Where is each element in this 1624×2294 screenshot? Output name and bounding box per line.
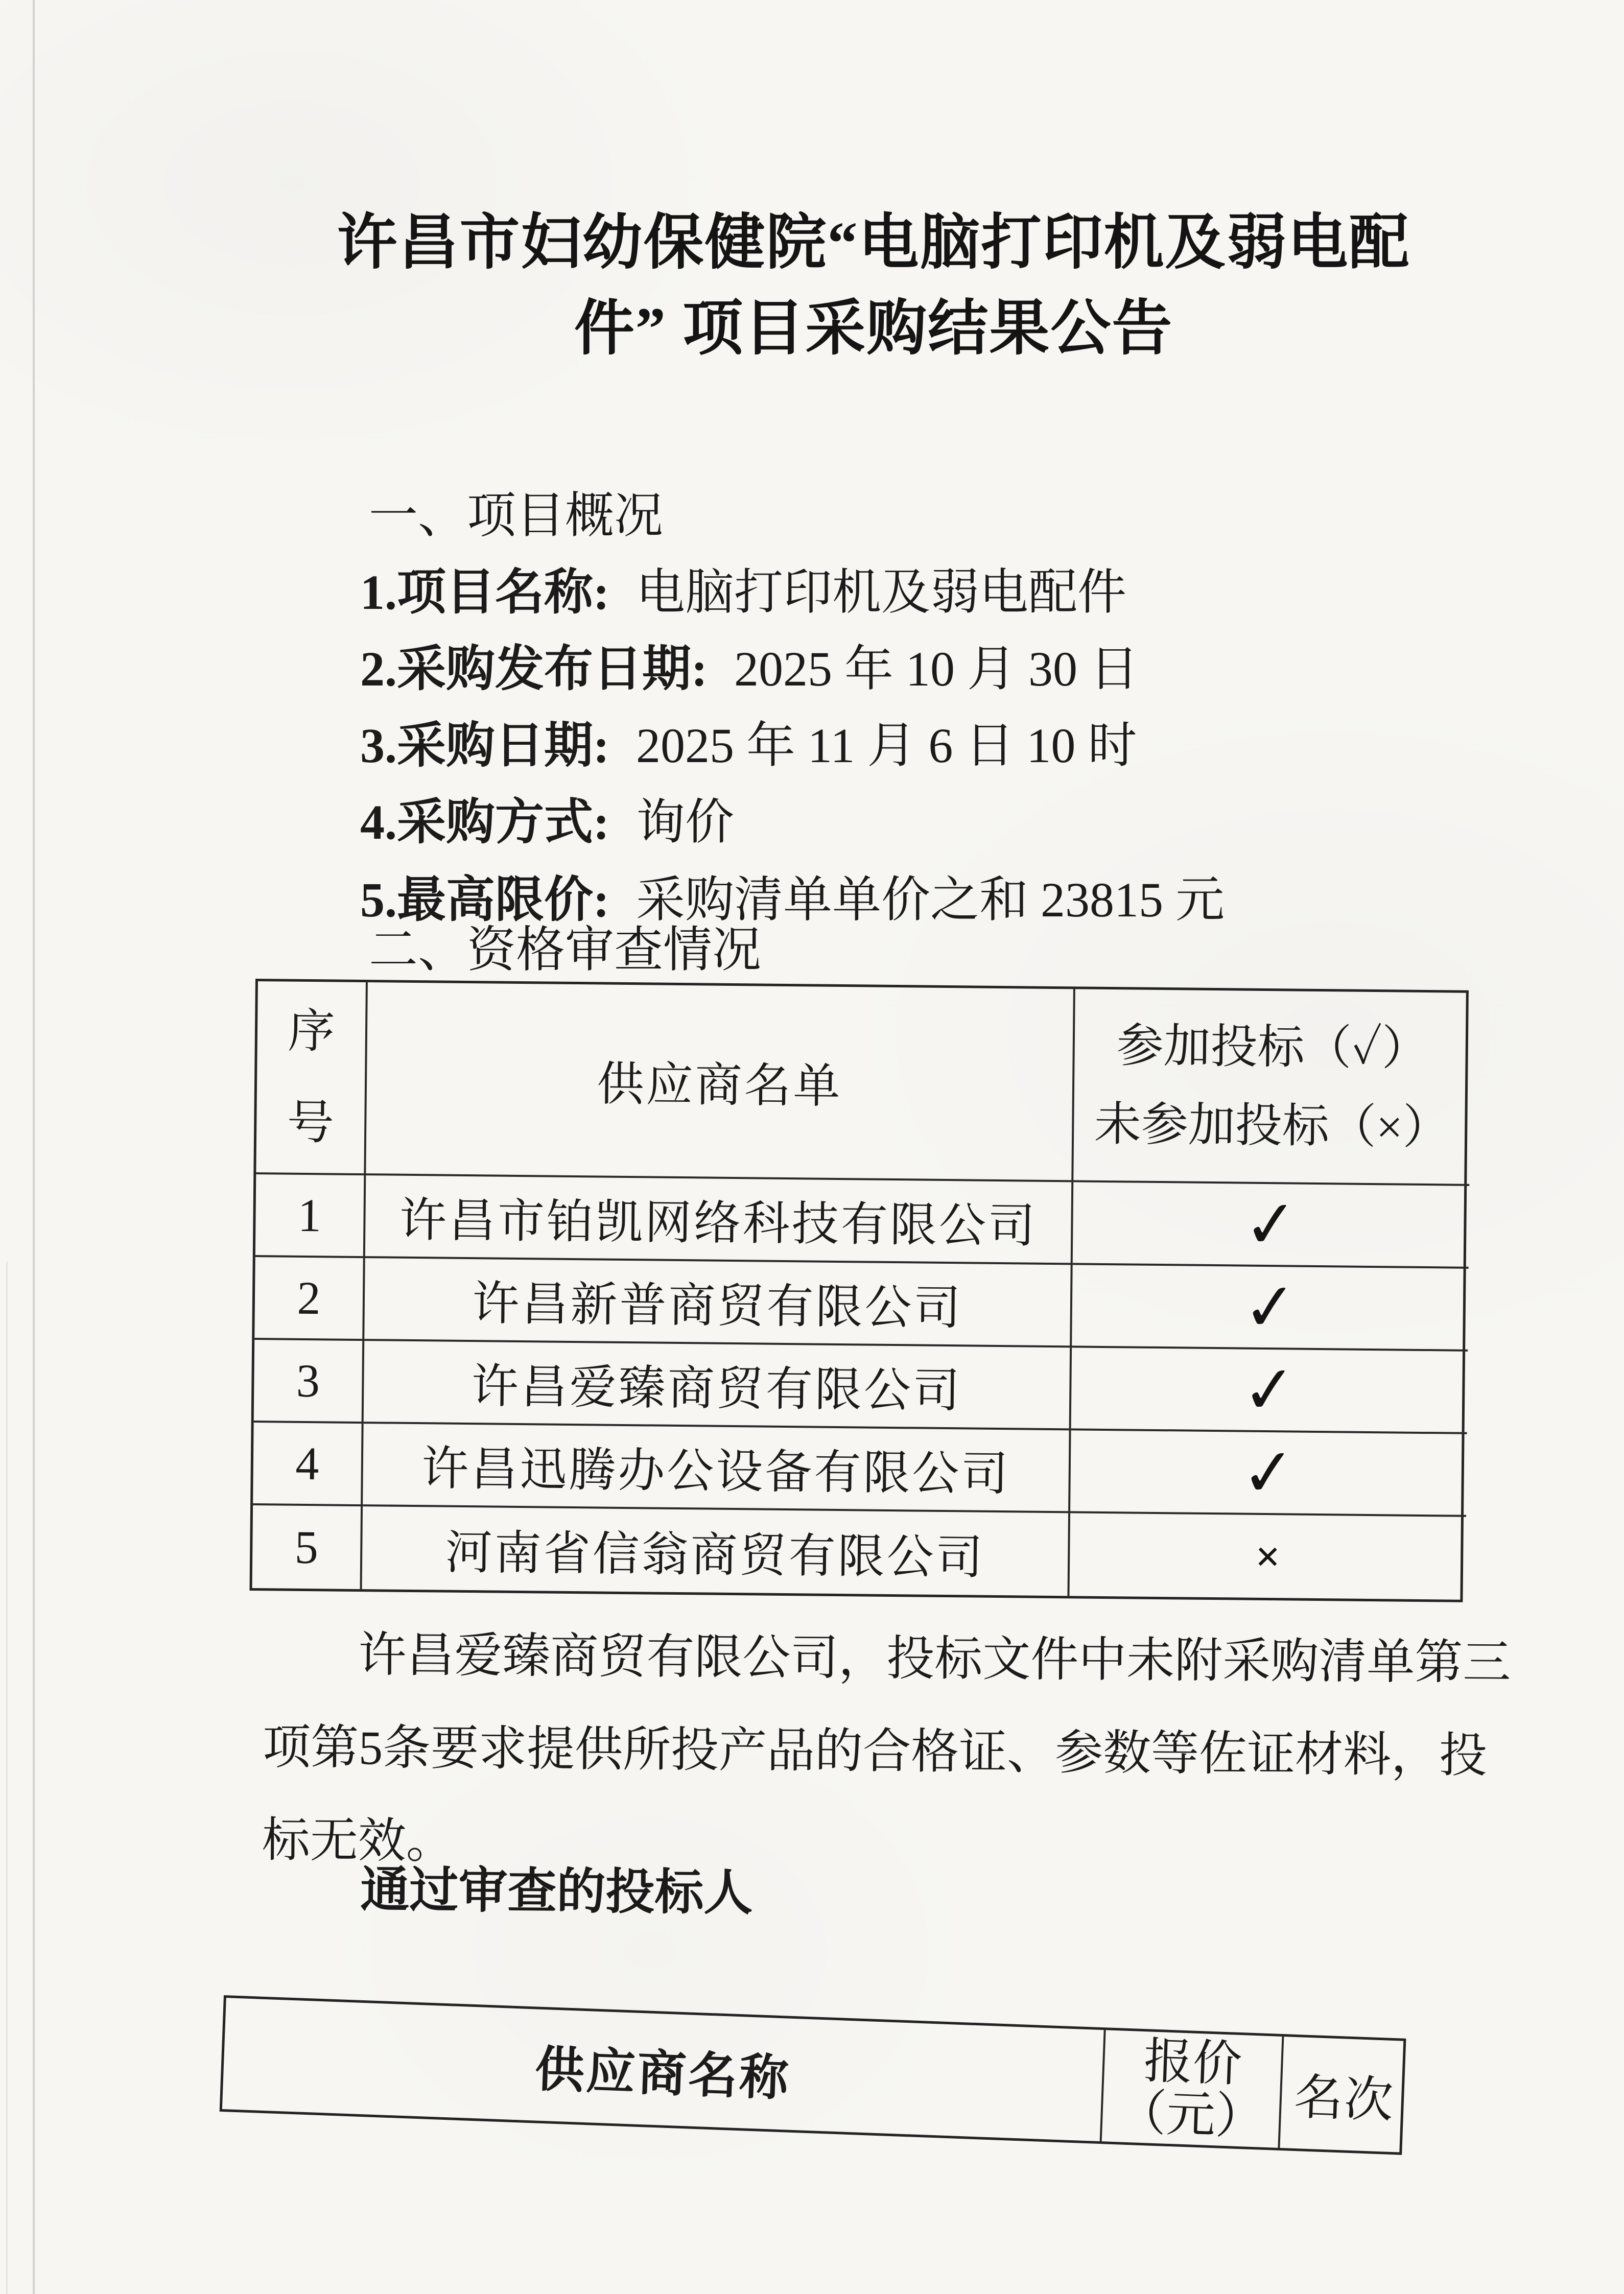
table-row-mark: [1073, 1182, 1470, 1268]
qual-header-supplier: 供应商名单: [366, 982, 1075, 1182]
table-row-mark: [1070, 1430, 1467, 1517]
invalid-bid-note: [262, 1608, 1511, 1896]
table-row-supplier: 河南省信翁商贸有限公司: [362, 1506, 1070, 1596]
checkmark: ✓: [1239, 1435, 1299, 1511]
page-title: [263, 200, 1484, 372]
item-value: 2025 年 10 月 30 日: [734, 642, 1139, 696]
table-row-mark: [1069, 1513, 1466, 1599]
table-row-no: 2: [254, 1257, 365, 1341]
table-row-supplier: 许昌市铂凯网络科技有限公司: [365, 1175, 1073, 1265]
overview-item-publish-date: [360, 642, 1139, 696]
participation-legend-cross: 未参加投标（×）: [1094, 1098, 1450, 1154]
item-value: 电脑打印机及弱电配件: [636, 565, 1126, 620]
item-label: 1.项目名称:: [360, 565, 609, 620]
note-line: 许昌爱臻商贸有限公司，投标文件中未附采购清单第三: [358, 1628, 1511, 1690]
overview-item-project-name: [360, 565, 1126, 620]
checkmark: ✓: [1240, 1352, 1299, 1428]
section-heading-overview: 一、项目概况: [369, 488, 663, 543]
qual-header-no: 序号: [256, 981, 368, 1175]
item-label: 4.采购方式:: [360, 795, 609, 849]
overview-item-procurement-date: [360, 718, 1137, 773]
checkmark: ✓: [1240, 1269, 1300, 1345]
qualification-table: [250, 979, 1469, 1602]
scan-artifact-line: [33, 0, 35, 2294]
scan-artifact-line-2: [6, 1262, 8, 2294]
item-value: 询价: [636, 795, 734, 849]
item-value: 采购清单单价之和 23815 元: [636, 872, 1225, 927]
cross-mark: ×: [1255, 1531, 1281, 1581]
item-label: 5.最高限价:: [360, 872, 609, 927]
table-row-no: 1: [255, 1174, 366, 1258]
item-label: 2.采购发布日期:: [360, 642, 708, 696]
table-row-supplier: 许昌新普商贸有限公司: [364, 1258, 1072, 1347]
page-title-line1: 许昌市妇幼保健院“电脑打印机及弱电配: [337, 209, 1410, 276]
checkmark: ✓: [1241, 1187, 1301, 1263]
section-heading-qualification: 二、资格审查情况: [369, 923, 761, 977]
note-line: 项第5条要求提供所投产品的合格证、参数等佐证材料，投: [262, 1720, 1488, 1783]
overview-item-price-limit: [360, 872, 1225, 927]
item-value: 2025 年 11 月 6 日 10 时: [636, 718, 1137, 773]
table-row-mark: [1071, 1347, 1468, 1434]
table-row-no: 4: [253, 1423, 364, 1506]
section-heading-passed-bidders: 通过审查的投标人: [360, 1862, 754, 1921]
table-row-supplier: 许昌爱臻商贸有限公司: [364, 1341, 1072, 1430]
passed-header-price: [1102, 2030, 1284, 2148]
table-row-no: 5: [252, 1505, 363, 1589]
qual-header-participation: [1073, 989, 1471, 1186]
participation-legend-check: 参加投标（✓）: [1116, 1020, 1429, 1075]
page-title-line2: 件” 项目采购结果公告: [574, 295, 1173, 362]
passed-bidders-table: [220, 1995, 1406, 2155]
table-row-no: 3: [254, 1340, 365, 1424]
table-row-mark: [1072, 1265, 1469, 1351]
note-line: 标无效。: [262, 1813, 455, 1869]
price-label-line2: （元）: [1116, 2085, 1266, 2145]
overview-item-procurement-method: [360, 795, 734, 849]
passed-header-supplier: 供应商名称: [222, 1998, 1106, 2141]
price-label-line1: 报价: [1143, 2033, 1243, 2092]
item-label: 3.采购日期:: [360, 718, 609, 773]
passed-header-rank: 名次: [1293, 2069, 1395, 2128]
table-row-supplier: 许昌迅腾办公设备有限公司: [363, 1424, 1071, 1513]
